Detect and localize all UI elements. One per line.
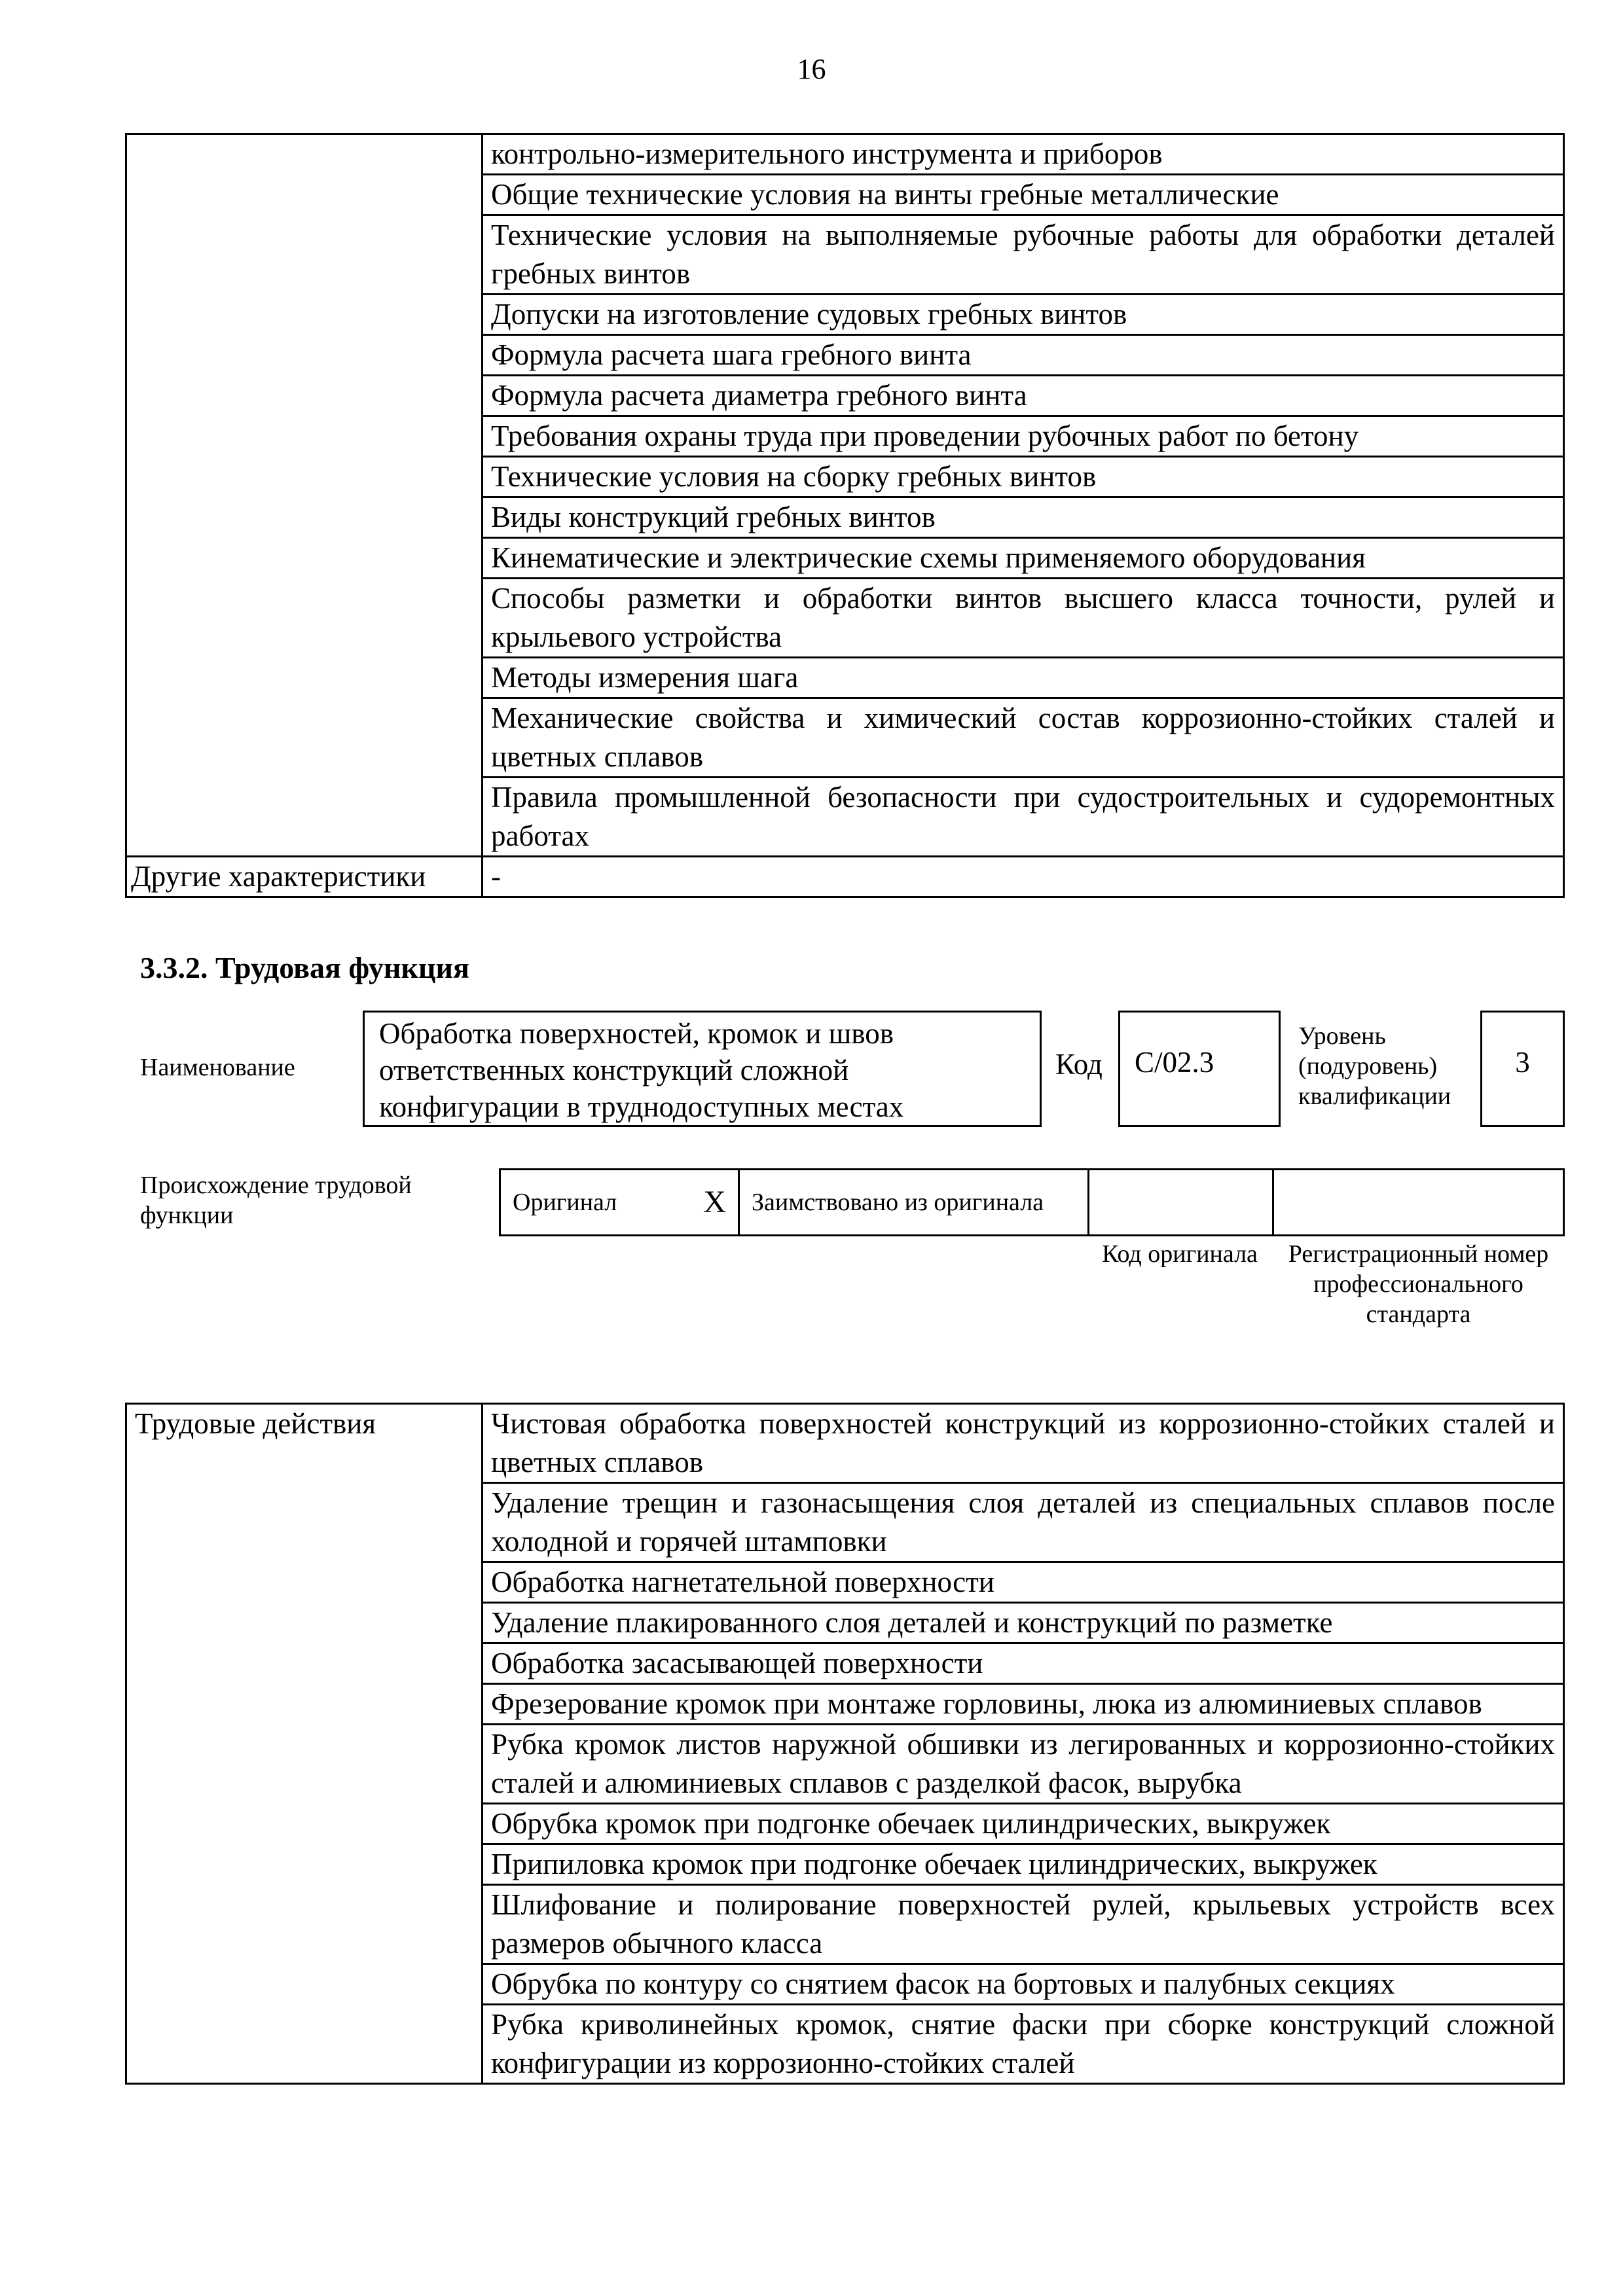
knowledge-item: Способы разметки и обработки винтов высшего класса точности, рулей и крыльевого устройства [483, 579, 1564, 658]
original-code-cell [1089, 1170, 1273, 1236]
origin-label: Происхождение трудовой функции [140, 1172, 412, 1229]
labor-action-item: Обработка засасывающей поверхности [483, 1643, 1564, 1684]
section-heading: 3.3.2. Трудовая функция [140, 951, 469, 984]
other-characteristics-label: Другие характеристики [126, 857, 483, 897]
code-value: C/02.3 [1118, 1011, 1281, 1127]
empty-label-cell [126, 134, 483, 857]
labor-action-item: Рубка кромок листов наружной обшивки из легированных и коррозионно-стойких сталей и алюминиевых сплавов с разделкой фасок, вырубка [483, 1725, 1564, 1804]
table-row [126, 1404, 1564, 1483]
knowledge-item: Технические условия на выполняемые рубочные работы для обработки деталей гребных винтов [483, 215, 1564, 295]
registration-number-cell [1273, 1170, 1564, 1236]
page-number: 16 [797, 53, 826, 85]
level-label: Уровень (подуровень) квалификации [1298, 1022, 1451, 1110]
labor-actions-table [125, 1403, 1565, 2085]
knowledge-table [125, 133, 1565, 898]
caption-registration-number: Регистрационный номер профессионального стандарта [1288, 1240, 1549, 1328]
other-characteristics-value: - [483, 857, 1564, 897]
origin-original-cell [500, 1170, 739, 1236]
table-row [126, 857, 1564, 897]
labor-action-item: Шлифование и полирование поверхностей рулей, крыльевых устройств всех размеров обычного класса [483, 1885, 1564, 1964]
knowledge-item: Технические условия на сборку гребных винтов [483, 457, 1564, 497]
labor-action-item: Рубка криволинейных кромок, снятие фаски при сборке конструкций сложной конфигурации из коррозионно-стойких сталей [483, 2005, 1564, 2084]
labor-actions-label: Трудовые действия [126, 1404, 483, 2084]
labor-action-item: Удаление трещин и газонасыщения слоя деталей из специальных сплавов после холодной и горячей штамповки [483, 1483, 1564, 1562]
knowledge-item: Правила промышленной безопасности при судостроительных и судоремонтных работах [483, 778, 1564, 857]
knowledge-item: Формула расчета диаметра гребного винта [483, 376, 1564, 416]
knowledge-item: Общие технические условия на винты гребные металлические [483, 175, 1564, 215]
level-value: 3 [1480, 1011, 1565, 1127]
function-name-value: Обработка поверхностей, кромок и швов ответственных конструкций сложной конфигурации в труднодоступных местах [363, 1011, 1042, 1127]
origin-original-label: Оригинал [513, 1189, 617, 1216]
labor-action-item: Обрубка по контуру со снятием фасок на бортовых и палубных секциях [483, 1964, 1564, 2005]
origin-mark: X [703, 1185, 726, 1219]
knowledge-item: Кинематические и электрические схемы применяемого оборудования [483, 538, 1564, 579]
knowledge-item: Механические свойства и химический состав коррозионно-стойких сталей и цветных сплавов [483, 698, 1564, 778]
caption-original-code: Код оригинала [1102, 1240, 1258, 1268]
labor-action-item: Удаление плакированного слоя деталей и конструкций по разметке [483, 1603, 1564, 1643]
origin-table [499, 1168, 1565, 1236]
origin-borrowed-label: Заимствовано из оригинала [739, 1170, 1089, 1236]
name-label: Наименование [140, 1054, 295, 1081]
knowledge-item: контрольно-измерительного инструмента и приборов [483, 134, 1564, 175]
labor-action-item: Обрубка кромок при подгонке обечаек цилиндрических, выкружек [483, 1804, 1564, 1844]
knowledge-item: Допуски на изготовление судовых гребных винтов [483, 295, 1564, 335]
labor-action-item: Припиловка кромок при подгонке обечаек цилиндрических, выкружек [483, 1844, 1564, 1885]
labor-action-item: Чистовая обработка поверхностей конструкций из коррозионно-стойких сталей и цветных сплавов [483, 1404, 1564, 1483]
code-label: Код [1055, 1048, 1103, 1081]
labor-action-item: Обработка нагнетательной поверхности [483, 1562, 1564, 1603]
knowledge-item: Формула расчета шага гребного винта [483, 335, 1564, 376]
knowledge-item: Виды конструкций гребных винтов [483, 497, 1564, 538]
labor-action-item: Фрезерование кромок при монтаже горловины, люка из алюминиевых сплавов [483, 1684, 1564, 1725]
knowledge-item: Требования охраны труда при проведении рубочных работ по бетону [483, 416, 1564, 457]
table-row [126, 134, 1564, 175]
knowledge-item: Методы измерения шага [483, 658, 1564, 698]
